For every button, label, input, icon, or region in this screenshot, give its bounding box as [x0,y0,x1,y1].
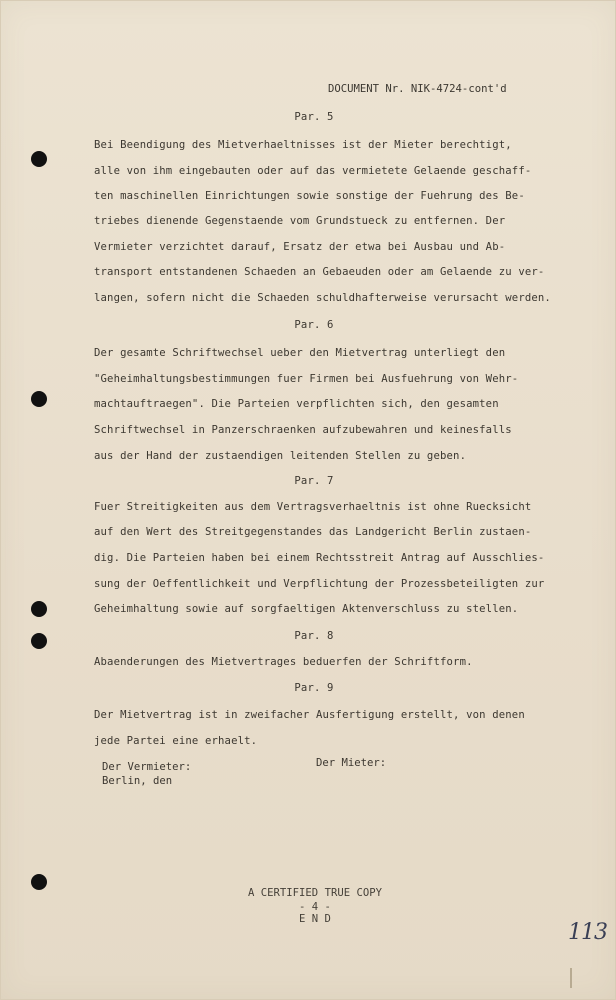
certified-copy-stamp: A CERTIFIED TRUE COPY [248,887,382,899]
paragraph-line: dig. Die Parteien haben bei einem Rechtsstreit Antrag auf Ausschlies- [94,552,545,564]
paragraph-line: Vermieter verzichtet darauf, Ersatz der etwa bei Ausbau und Ab- [94,241,506,253]
document-reference: DOCUMENT Nr. NIK-4724-cont'd [328,83,507,95]
paragraph-line: "Geheimhaltungsbestimmungen fuer Firmen bei Ausfuehrung von Wehr- [94,373,519,385]
paragraph-line: Der gesamte Schriftwechsel ueber den Mietvertrag unterliegt den [94,347,506,359]
section-heading: Par. 5 [294,111,334,123]
paragraph-line: auf den Wert des Streitgegenstandes das Landgericht Berlin zustaen- [94,526,532,538]
section-heading: Par. 9 [294,682,334,694]
paragraph-line: Abaenderungen des Mietvertrages beduerfen der Schriftform. [94,656,473,668]
paragraph-line: Fuer Streitigkeiten aus dem Vertragsverhaeltnis ist ohne Ruecksicht [94,501,532,513]
landlord-label: Der Vermieter: [102,761,192,773]
paragraph-line: alle von ihm eingebauten oder auf das vermietete Gelaende geschaff- [94,165,532,177]
paragraph-line: sung der Oeffentlichkeit und Verpflichtung der Prozessbeteiligten zur [94,578,545,590]
paragraph-line: machtauftraegen". Die Parteien verpflichten sich, den gesamten [94,398,499,410]
paragraph-line: langen, sofern nicht die Schaeden schuldhafterweise verursacht werden. [94,292,551,304]
handwritten-page-number: 113 [568,920,607,945]
tenant-label: Der Mieter: [316,757,387,769]
paragraph-line: triebes dienende Gegenstaende vom Grundstueck zu entfernen. Der [94,215,506,227]
paragraph-line: Geheimhaltung sowie auf sorgfaeltigen Aktenverschluss zu stellen. [94,603,519,615]
end-marker: E N D [299,913,331,925]
paragraph-line: aus der Hand der zustaendigen leitenden Stellen zu geben. [94,450,467,462]
punch-hole [31,601,47,617]
paragraph-line: jede Partei eine erhaelt. [94,735,258,747]
punch-hole [31,874,47,890]
paragraph-line: Schriftwechsel in Panzerschraenken aufzubewahren und keinesfalls [94,424,512,436]
edge-mark [570,968,572,988]
punch-hole [31,633,47,649]
punch-hole [31,391,47,407]
page-indicator: - 4 - [299,901,331,913]
paragraph-line: Bei Beendigung des Mietverhaeltnisses ist der Mieter berechtigt, [94,139,512,151]
paragraph-line: Der Mietvertrag ist in zweifacher Ausfertigung erstellt, von denen [94,709,525,721]
section-heading: Par. 7 [294,475,334,487]
place-date: Berlin, den [102,775,173,787]
section-heading: Par. 8 [294,630,334,642]
paragraph-line: transport entstandenen Schaeden an Gebaeuden oder am Gelaende zu ver- [94,266,545,278]
punch-hole [31,151,47,167]
section-heading: Par. 6 [294,319,334,331]
paragraph-line: ten maschinellen Einrichtungen sowie sonstige der Fuehrung des Be- [94,190,525,202]
